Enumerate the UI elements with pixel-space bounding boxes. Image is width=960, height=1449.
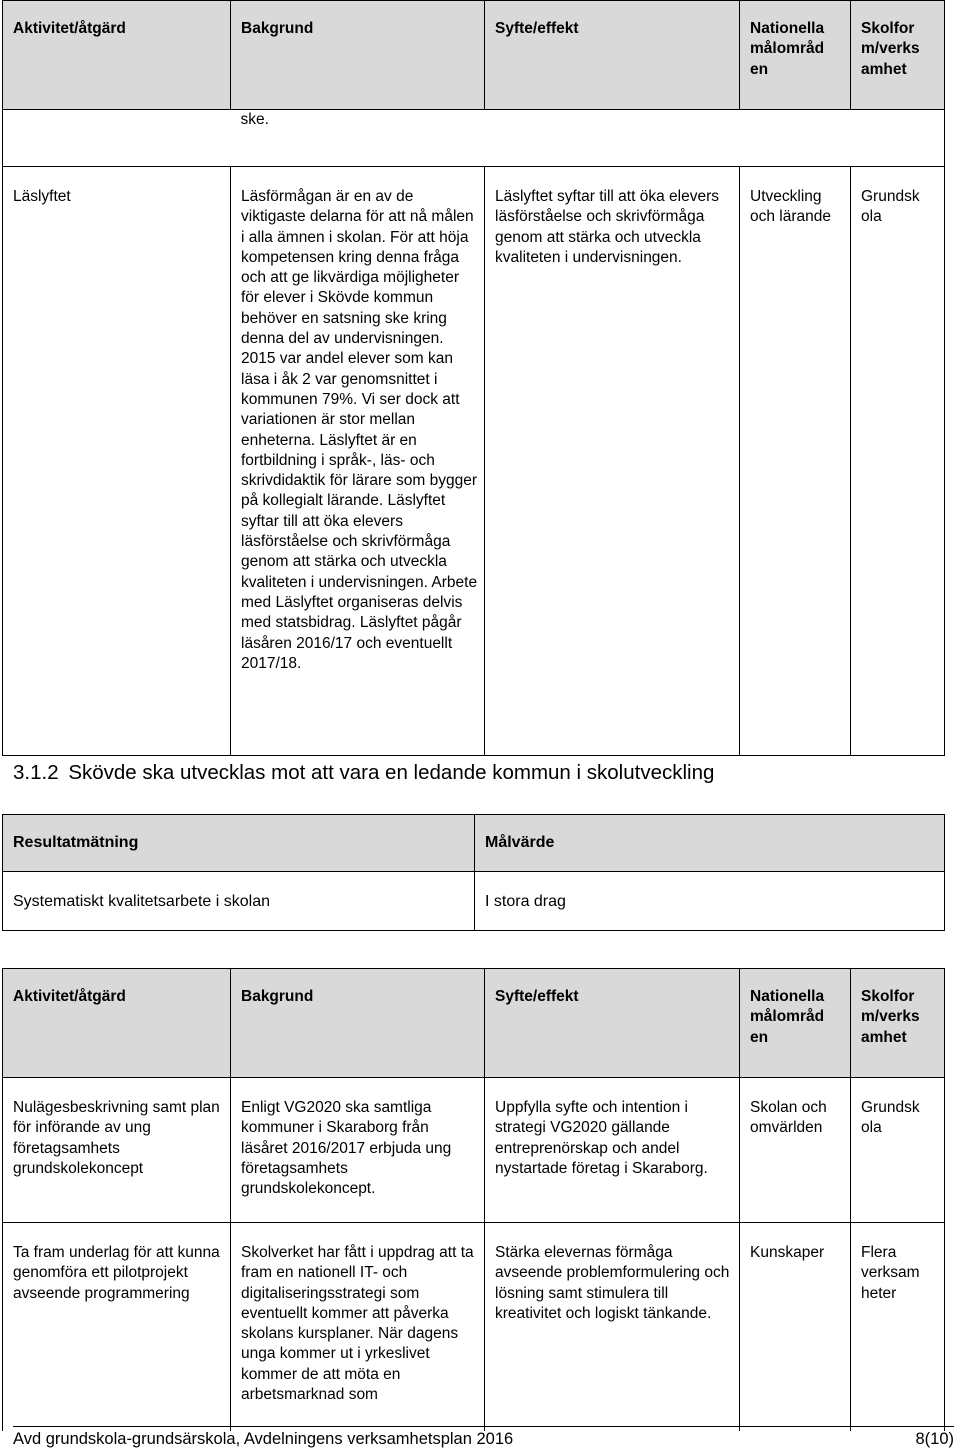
row-goal-area: Utveckling och lärande [740,167,851,756]
row-school-form: Flera verksam heter [851,1223,945,1432]
activity-table-1 [2,0,945,756]
row-school-form: Grundsk ola [851,167,945,756]
row-background: Skolverket har fått i uppdrag att ta fram en nationell IT- och digitaliseringsstrategi som eventuellt kommer att påverka skolans kursplaner. När dagens unga kommer ut i yrkeslivet kommer de att möta en arbetsmarknad som [231,1223,485,1432]
measurement-target: I stora drag [475,872,945,931]
row-background: Läsförmågan är en av de viktigaste delarna för att nå målen i alla ämnen i skolan. För att höja kompetensen kring denna fråga och att ge likvärdiga möjligheter för elever i Skövde kommun behöver en satsning ske kring denna del av undervisningen. 2015 var andel elever som kan läsa i åk 2 var genomsnittet i kommunen 79%. Vi ser dock att variationen är stor mellan enheterna. Läslyftet är en fortbildning i språk-, läs- och skrivdidaktik för lärare som bygger på kollegialt lärande. Läslyftet syftar till att öka elevers läsförståelse och skrivförmåga genom att stärka och utveckla kvaliteten i undervisningen. Arbete med Läslyftet organiseras delvis med statsbidrag. Läslyftet pågår läsåren 2016/17 och eventuellt 2017/18. [231,167,485,756]
page-number: 8(10) [915,1430,954,1448]
header-purpose: Syfte/effekt [485,969,740,1078]
header-result-measurement: Resultatmätning [3,815,475,872]
activity-table-1-header [3,1,945,110]
row-purpose: Stärka elevernas förmåga avseende problemformulering och lösning samt stimulera till kreativitet och logiskt tänkande. [485,1223,740,1432]
page-footer [13,1426,954,1449]
section-heading [13,760,714,786]
table-row [3,167,945,756]
row-school-form: Grundsk ola [851,1078,945,1223]
section-number: 3.1.2 [13,761,59,784]
header-school-form: Skolfor m/verks amhet [851,969,945,1078]
footer-text: Avd grundskola-grundsärskola, Avdelningens verksamhetsplan 2016 [13,1430,514,1448]
header-purpose: Syfte/effekt [485,1,740,110]
activity-table-2-header [3,969,945,1078]
header-activity: Aktivitet/åtgärd [3,969,231,1078]
header-background: Bakgrund [231,969,485,1078]
row-goal-area: Kunskaper [740,1223,851,1432]
row-background: Enligt VG2020 ska samtliga kommuner i Skaraborg från läsåret 2016/2017 erbjuda ung företagsamhets grundskolekoncept. [231,1078,485,1223]
header-school-form: Skolfor m/verks amhet [851,1,945,110]
row-purpose: Läslyftet syftar till att öka elevers läsförståelse och skrivförmåga genom att stärka och utveckla kvaliteten i undervisningen. [485,167,740,756]
table-row [3,1223,945,1432]
row-activity: Nulägesbeskrivning samt plan för införande av ung företagsamhets grundskolekoncept [3,1078,231,1223]
header-background: Bakgrund [231,1,485,110]
header-activity: Aktivitet/åtgärd [3,1,231,110]
activity-table-2 [2,968,945,1431]
table-row-continued [3,110,945,167]
measurement-name: Systematiskt kvalitetsarbete i skolan [3,872,475,931]
section-title: Skövde ska utvecklas mot att vara en ledande kommun i skolutveckling [68,761,715,784]
row-activity: Ta fram underlag för att kunna genomföra ett pilotprojekt avseende programmering [3,1223,231,1432]
table-row [3,1078,945,1223]
table-row [3,872,945,931]
measurement-table [2,814,945,931]
row-activity: Läslyftet [3,167,231,756]
row-purpose: Uppfylla syfte och intention i strategi VG2020 gällande entreprenörskap och andel nystartade företag i Skaraborg. [485,1078,740,1223]
row-goal-area: Skolan och omvärlden [740,1078,851,1223]
header-target-value: Målvärde [475,815,945,872]
header-goal-area: Nationella målområd en [740,1,851,110]
header-goal-area: Nationella målområd en [740,969,851,1078]
continued-text: ske. [231,110,945,167]
measurement-table-header [3,815,945,872]
